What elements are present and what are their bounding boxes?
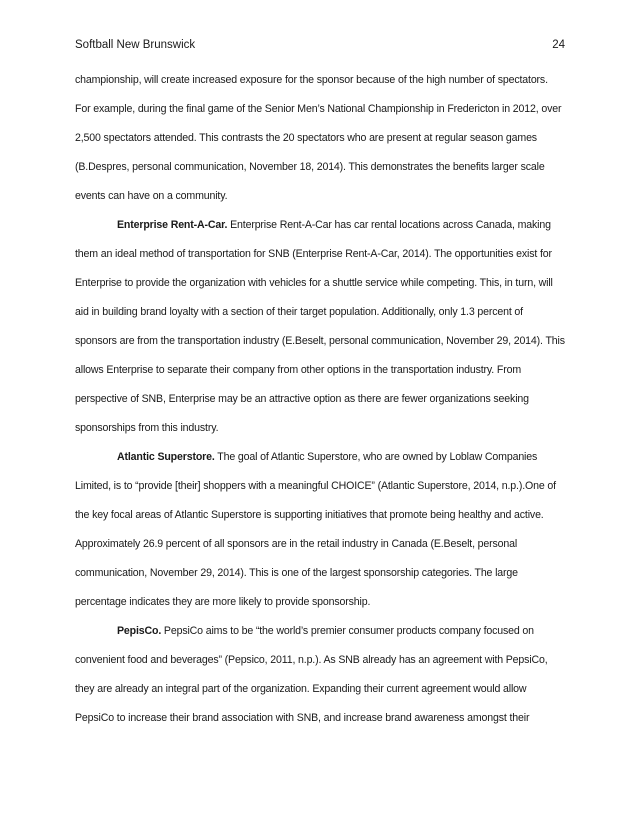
paragraph-heading: PepisCo.: [117, 625, 162, 637]
paragraph-text: championship, will create increased exposure for the sponsor because of the high number of spectators. For example, during the final game of the Senior Men’s National Championship in Fredericton in 2012, over 2,500 spectators attended. This contrasts the 20 spectators who are present at regular season games (B.Despres, personal communication, November 18, 2014). This demonstrates the benefits larger scale events can have on a community.: [75, 74, 562, 202]
page-number: 24: [552, 39, 565, 51]
paragraph-text: Enterprise Rent-A-Car has car rental locations across Canada, making them an ideal method of transportation for SNB (Enterprise Rent-A-Car, 2014). The opportunities exist for Enterprise to provide the organization with vehicles for a shuttle service while competing. This, in turn, will aid in building brand loyalty with a section of their target population. Additionally, only 1.3 percent of sponsors are from the transportation industry (E.Beselt, personal communication, November 29, 2014). This allows Enterprise to separate their company from other options in the transportation industry. From perspective of SNB, Enterprise may be an attractive option as there are fewer organizations seeking sponsorships from this industry.: [75, 219, 565, 434]
document-body: [75, 66, 565, 733]
paragraph-text: PepsiCo aims to be “the world’s premier consumer products company focused on convenient food and beverages” (Pepsico, 2011, n.p.). As SNB already has an agreement with PepsiCo, they are already an integral part of the organization. Expanding their current agreement would allow PepsiCo to increase their brand association with SNB, and increase brand awareness amongst their: [75, 625, 548, 724]
running-header: [75, 36, 565, 54]
paragraph-pepsico: [75, 617, 565, 733]
paragraph-text: The goal of Atlantic Superstore, who are owned by Loblaw Companies Limited, is to “provide [their] shoppers with a meaningful CHOICE” (Atlantic Superstore, 2014, n.p.).One of the key focal areas of Atlantic Superstore is supporting initiatives that promote being healthy and active. Approximately 26.9 percent of all sponsors are in the retail industry in Canada (E.Beselt, personal communication, November 29, 2014). This is one of the largest sponsorship categories. The large percentage indicates they are more likely to provide sponsorship.: [75, 451, 556, 608]
paragraph-heading: Atlantic Superstore.: [117, 451, 215, 463]
paragraph-enterprise: [75, 211, 565, 443]
header-title: Softball New Brunswick: [75, 39, 196, 51]
paragraph-continuation: [75, 66, 565, 211]
paragraph-heading: Enterprise Rent-A-Car.: [117, 219, 228, 231]
paragraph-atlantic-superstore: [75, 443, 565, 617]
